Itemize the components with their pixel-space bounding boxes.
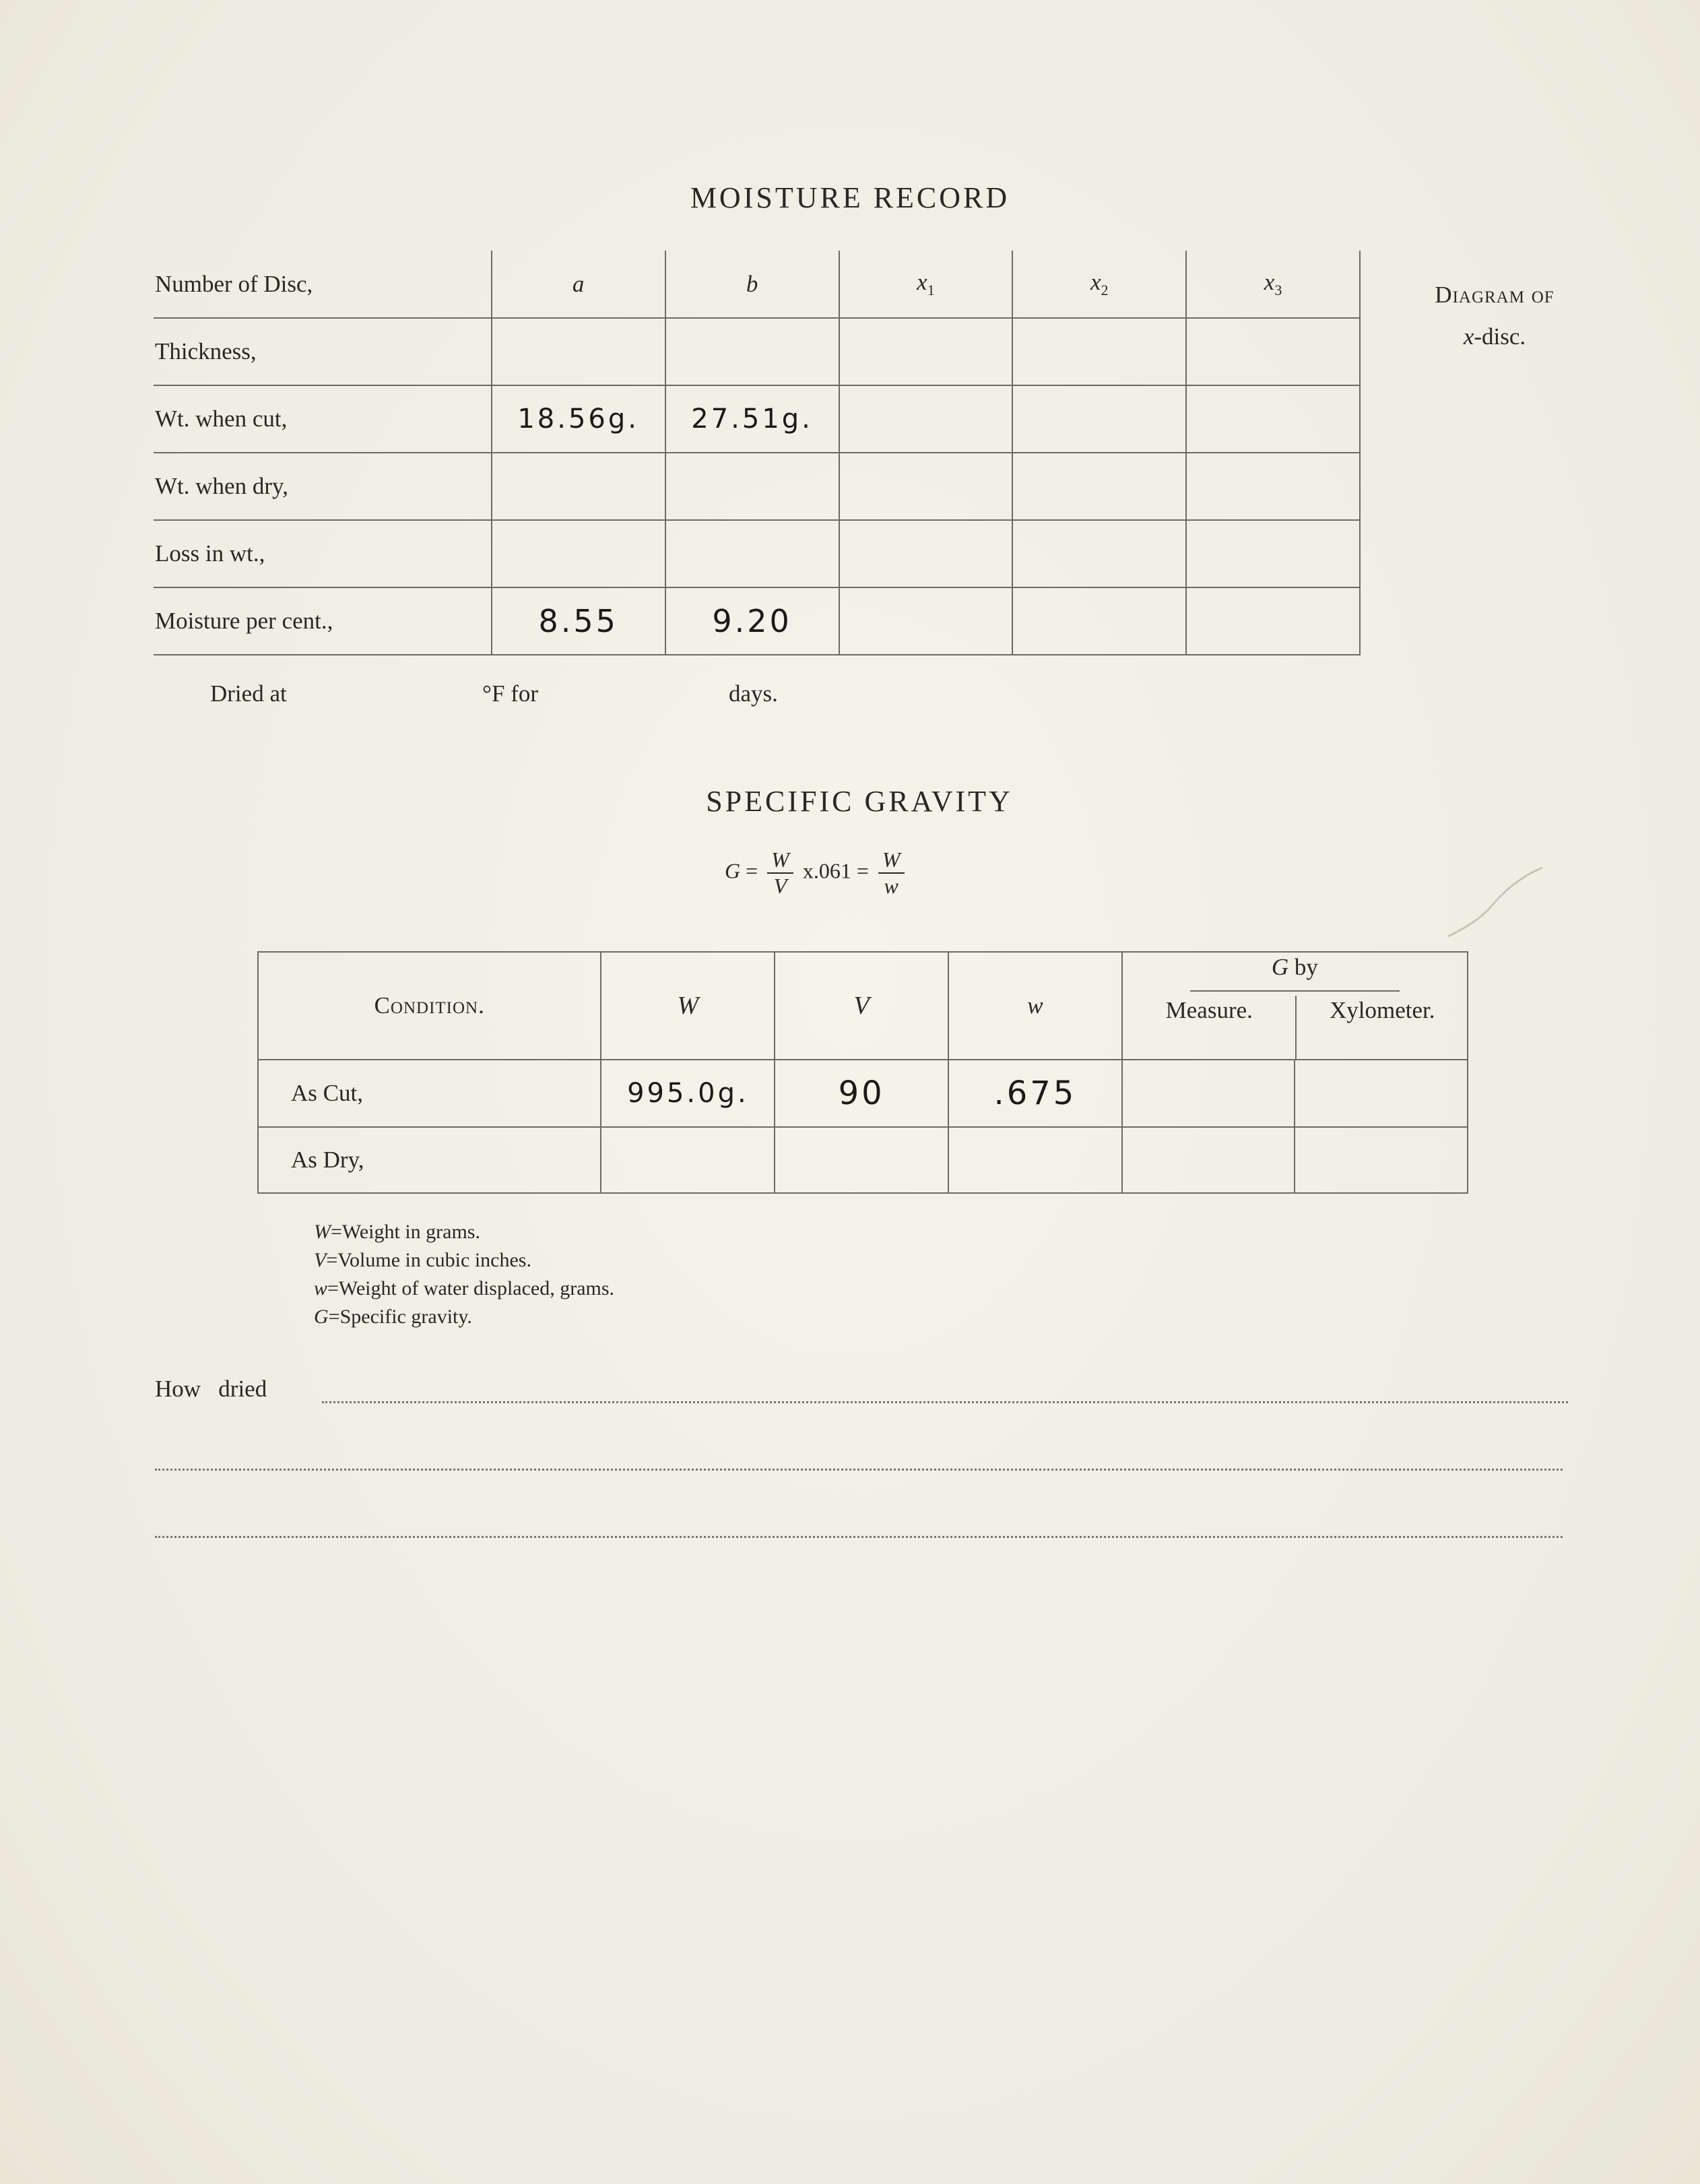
days-label: days. bbox=[729, 680, 778, 707]
symbol-legend bbox=[314, 1218, 614, 1331]
diagram-label-disc: x-disc. bbox=[1463, 323, 1526, 350]
row-label-wt-when-cut: Wt. when cut, bbox=[154, 385, 492, 453]
row-label-moisture-per-cent: Moisture per cent., bbox=[154, 587, 492, 655]
dried-at-label: Dried at bbox=[210, 680, 287, 707]
row-label-thickness: Thickness, bbox=[154, 318, 492, 385]
diagram-label: Diagram of bbox=[1435, 282, 1555, 308]
table-row bbox=[258, 1060, 1468, 1127]
condition-header: Condition. bbox=[258, 952, 601, 1060]
specific-gravity-title: SPECIFIC GRAVITY bbox=[706, 785, 1013, 818]
as-cut-small-w-value: .675 bbox=[948, 1060, 1122, 1127]
legend-item: G=Specific gravity. bbox=[314, 1306, 472, 1328]
table-row bbox=[258, 1127, 1468, 1193]
legend-item: w=Weight of water displaced, grams. bbox=[314, 1277, 615, 1299]
as-dry-label: As Dry, bbox=[258, 1127, 601, 1193]
w-header: W bbox=[601, 952, 775, 1060]
how-dried-line-2 bbox=[155, 1469, 1563, 1471]
legend-item: V=Volume in cubic inches. bbox=[314, 1249, 531, 1271]
how-dried-line-3 bbox=[155, 1536, 1563, 1538]
degrees-for-label: °F for bbox=[482, 680, 539, 707]
paper-tear-mark bbox=[1441, 862, 1549, 943]
v-header: V bbox=[775, 952, 948, 1060]
legend-item: W=Weight in grams. bbox=[314, 1221, 480, 1243]
row-label-number-of-disc: Number of Disc, bbox=[154, 251, 492, 318]
moisture-table bbox=[154, 251, 1361, 655]
how-dried-line-1 bbox=[322, 1401, 1568, 1403]
measure-header: Measure. bbox=[1165, 997, 1253, 1023]
row-label-loss-in-wt: Loss in wt., bbox=[154, 520, 492, 587]
as-cut-label: As Cut, bbox=[258, 1060, 601, 1127]
row-label-wt-when-dry: Wt. when dry, bbox=[154, 453, 492, 520]
specific-gravity-table bbox=[257, 951, 1468, 1194]
col-header-x2: $x_2$ bbox=[1012, 251, 1186, 318]
col-header-a: a bbox=[492, 251, 665, 318]
wt-cut-a-value: 18.56g. bbox=[492, 385, 665, 453]
col-header-b: b bbox=[665, 251, 839, 318]
col-header-x1: $x_1$ bbox=[839, 251, 1013, 318]
xylometer-header: Xylometer. bbox=[1330, 997, 1435, 1023]
col-header-x3: $x_3$ bbox=[1186, 251, 1360, 318]
specific-gravity-formula: G = $\frac{W}{V}$ x.061 = $\frac{W}{w}$ bbox=[725, 847, 909, 899]
wt-cut-b-value: 27.51g. bbox=[665, 385, 839, 453]
how-dried-label: How dried bbox=[155, 1376, 267, 1402]
moisture-a-value: 8.55 bbox=[492, 587, 665, 655]
as-cut-w-value: 995.0g. bbox=[601, 1060, 775, 1127]
g-by-header: G by Measure. Xylometer. bbox=[1122, 952, 1468, 1060]
small-w-header: w bbox=[948, 952, 1122, 1060]
moisture-record-title: MOISTURE RECORD bbox=[690, 181, 1010, 214]
moisture-b-value: 9.20 bbox=[665, 587, 839, 655]
as-cut-v-value: 90 bbox=[775, 1060, 948, 1127]
